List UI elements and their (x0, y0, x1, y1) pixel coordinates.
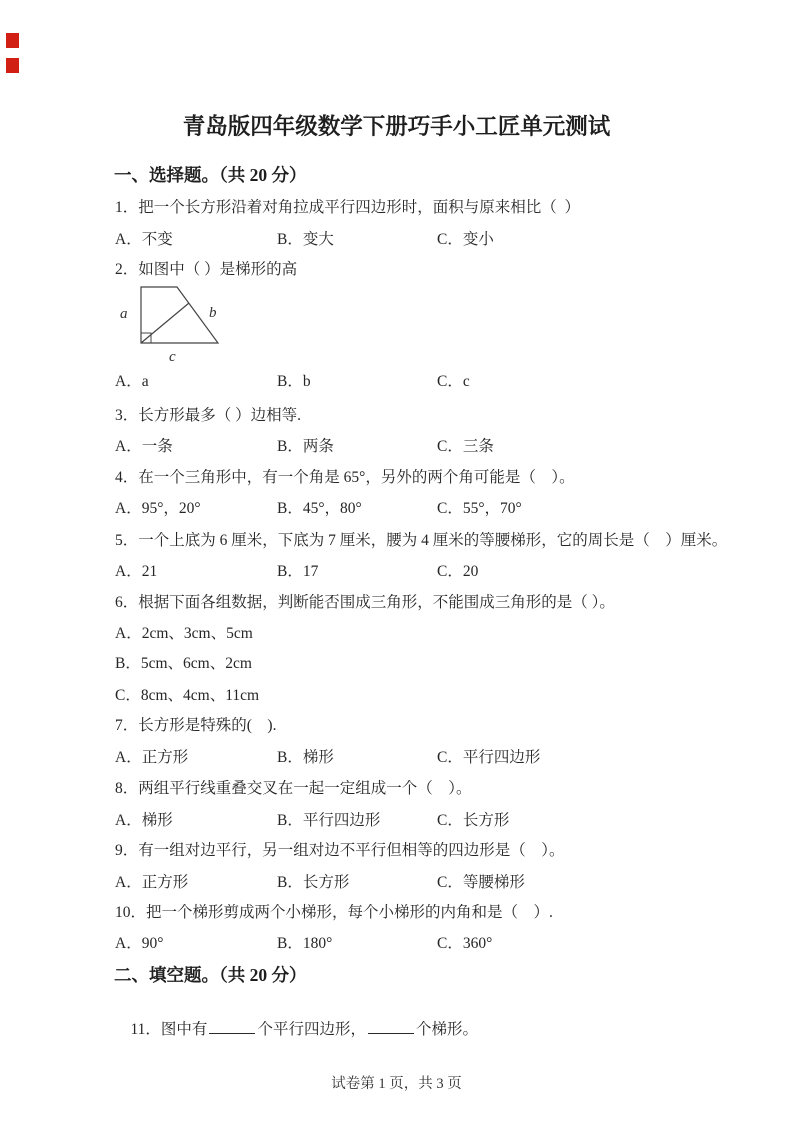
question-3-text: 3．长方形最多（ ）边相等. (115, 407, 302, 424)
question-7-text: 7．长方形是特殊的( ). (115, 717, 277, 734)
question-5-text: 5．一个上底为 6 厘米，下底为 7 厘米，腰为 4 厘米的等腰梯形，它的周长是（ ）厘米。 (115, 532, 728, 549)
option-a: A．不变 (115, 231, 173, 248)
option-b: B．平行四边形 (277, 812, 381, 829)
question-11-part-3: 个梯形。 (415, 1021, 478, 1038)
option-c: C．三条 (437, 438, 494, 455)
page-footer: 试卷第 1 页，共 3 页 (331, 1076, 462, 1092)
option-c: C．c (437, 373, 470, 390)
option-c: C．平行四边形 (437, 749, 541, 766)
option-b: B．长方形 (277, 874, 350, 891)
option-b: B．b (277, 373, 311, 390)
option-a: A．正方形 (115, 874, 189, 891)
question-2-text: 2．如图中（ ）是梯形的高 (115, 261, 298, 278)
section-heading-fill-blank: 二、填空题。（共 20 分） (114, 965, 307, 985)
option-b: B．梯形 (277, 749, 334, 766)
option-b: B．45°，80° (277, 500, 362, 517)
question-11-text (115, 996, 478, 1063)
section-heading-choice: 一、选择题。（共 20 分） (114, 165, 307, 185)
option-b: B．180° (277, 935, 333, 952)
question-11-part-1: 11．图中有 (130, 1021, 208, 1038)
option-c: C．360° (437, 935, 493, 952)
question-9-options (115, 872, 525, 894)
option-c: C．20 (437, 563, 479, 580)
red-marker-bottom (6, 58, 19, 73)
question-6-option-a: A．2cm、3cm、5cm (115, 625, 253, 642)
option-a: A．90° (115, 935, 164, 952)
question-8-text: 8．两组平行线重叠交叉在一起一定组成一个（ ）。 (115, 780, 472, 797)
option-c: C．变小 (437, 231, 494, 248)
option-b: B．变大 (277, 231, 334, 248)
option-a: A．a (115, 373, 149, 390)
question-6-option-c: C．8cm、4cm、11cm (115, 687, 260, 704)
option-a: A．梯形 (115, 812, 173, 829)
question-7-options (115, 747, 540, 769)
question-10-options (115, 933, 492, 955)
option-c: C．55°，70° (437, 500, 522, 517)
trapezoid-figure (119, 281, 231, 367)
trapezoid-diagonal (141, 303, 189, 343)
figure-label-a: a (120, 306, 128, 322)
option-a: A．95°，20° (115, 500, 201, 517)
question-4-options (115, 498, 522, 520)
question-10-text: 10．把一个梯形剪成两个小梯形，每个小梯形的内角和是（ ）. (115, 904, 553, 921)
option-c: C．等腰梯形 (437, 874, 525, 891)
question-8-options (115, 810, 509, 832)
question-11-part-2: 个平行四边形， (257, 1021, 366, 1038)
figure-label-c: c (169, 349, 176, 365)
page-title: 青岛版四年级数学下册巧手小工匠单元测试 (182, 114, 611, 139)
option-a: A．一条 (115, 438, 173, 455)
question-6-text: 6．根据下面各组数据，判断能否围成三角形，不能围成三角形的是（ ）。 (115, 594, 615, 611)
question-9-text: 9．有一组对边平行，另一组对边不平行但相等的四边形是（ ）。 (115, 842, 565, 859)
question-5-options (115, 561, 478, 583)
question-1-options (115, 229, 494, 251)
question-2-options (115, 371, 470, 393)
question-3-options (115, 436, 494, 458)
red-marker-top (6, 33, 19, 48)
blank-underline-2 (368, 1018, 414, 1034)
blank-underline-1 (209, 1018, 255, 1034)
option-b: B．两条 (277, 438, 334, 455)
question-6-option-b: B．5cm、6cm、2cm (115, 655, 252, 672)
question-4-text: 4．在一个三角形中，有一个角是 65°，另外的两个角可能是（ ）。 (115, 469, 575, 486)
figure-label-b: b (209, 305, 217, 321)
option-a: A．正方形 (115, 749, 189, 766)
trapezoid-outline (141, 287, 218, 343)
question-1-text: 1．把一个长方形沿着对角拉成平行四边形时，面积与原来相比（ ） (115, 199, 581, 216)
option-a: A．21 (115, 563, 158, 580)
option-c: C．长方形 (437, 812, 510, 829)
option-b: B．17 (277, 563, 319, 580)
